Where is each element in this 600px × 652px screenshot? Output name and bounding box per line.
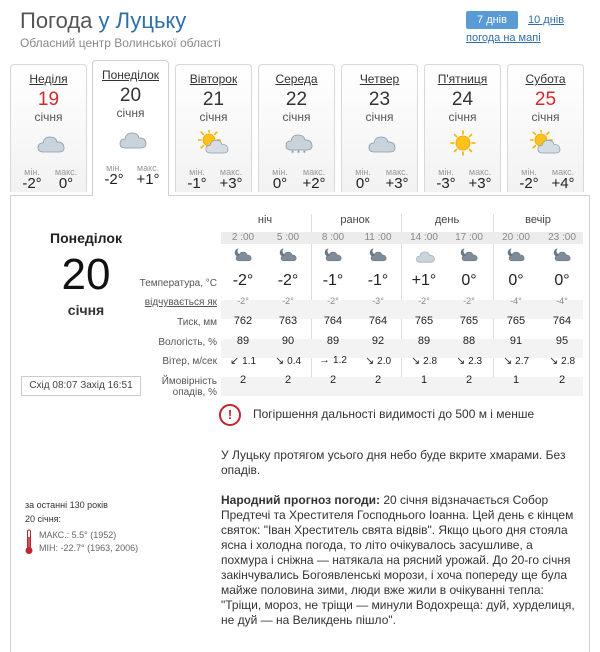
wind-direction-icon: ↘ xyxy=(548,355,559,367)
humidity-value: 88 xyxy=(462,335,476,347)
row-label-wind: Вітер, м/сек xyxy=(162,356,217,367)
alert-text: Погіршення дальності видимості до 500 м і менше xyxy=(253,407,535,421)
temp-value: +1° xyxy=(411,272,437,289)
wind-speed: 2.0 xyxy=(377,356,392,367)
page-subtitle: Обласний центр Волинської області xyxy=(20,36,221,50)
day-tabs xyxy=(10,60,590,195)
title-prefix: Погода xyxy=(20,8,93,33)
temp-value: 0° xyxy=(554,272,570,289)
day-tab[interactable] xyxy=(175,64,252,192)
sunrise-sunset: Схід 08:07 Захід 16:51 xyxy=(21,376,141,396)
day-tab-date: 20 xyxy=(119,85,142,106)
period-heading: ранок xyxy=(340,214,370,226)
wind-speed: 1.1 xyxy=(242,356,257,367)
feels-like-value: -2° xyxy=(418,296,430,306)
max-label: макс. xyxy=(302,167,326,177)
wind-value xyxy=(446,354,492,367)
day-tab-date: 22 xyxy=(285,89,308,110)
day-tab-name: Четвер xyxy=(359,72,400,86)
weather-map-link[interactable]: погода на мапі xyxy=(466,32,541,44)
time-label: 5 :00 xyxy=(276,232,300,243)
min-label: мін. xyxy=(272,167,288,177)
day-max-temp: +3° xyxy=(385,175,409,192)
day-tab-name: Понеділок xyxy=(101,68,160,82)
min-label: мін. xyxy=(521,167,537,177)
precip-value: 2 xyxy=(465,374,473,386)
max-label: макс. xyxy=(468,167,492,177)
history-title: за останні 130 років xyxy=(25,500,108,510)
row-label-humidity: Вологість, % xyxy=(158,337,217,348)
wind-direction-icon: ↙ xyxy=(229,355,240,367)
wind-value xyxy=(539,354,585,367)
time-label: 11 :00 xyxy=(364,232,392,243)
sun-cloud-icon xyxy=(530,130,562,156)
wind-value xyxy=(493,354,539,367)
day-max-temp: +3° xyxy=(468,175,492,192)
pressure-value: 763 xyxy=(278,315,298,327)
wind-speed: 2.8 xyxy=(561,356,576,367)
moon-cloud-icon xyxy=(232,247,254,263)
day-tab-month: січня xyxy=(531,110,560,124)
folk-forecast-text: 20 січня відзначається Собор Предтечі та Хрестителя Господнього Іоанна. Цей день є кінцем святок: "Іван Хреститель свята відвів". Якщо цього дня стояла ясна і холодна погода, то літо очікувалось засушливе, а похмура і сніжна — натякала на рясний урожай. До 20-го січня закінчувались Богоявленські морози, і хоча попереду ще була майже половина зими, люди вже жили в очікуванні тепла: "Тріщи, мороз, не тріщи — минули Водохреща: дуй, хурделиця, не дуй — на Великдень пішло". xyxy=(221,493,575,627)
wind-speed: 1.2 xyxy=(333,355,347,366)
day-min-temp: -2° xyxy=(519,175,539,192)
time-label: 2 :00 xyxy=(231,232,255,243)
wind-speed: 2.7 xyxy=(515,356,530,367)
folk-forecast-title: Народний прогноз погоди: xyxy=(221,493,380,507)
moon-cloud-icon xyxy=(458,247,480,263)
row-label-temp: Температура, °C xyxy=(139,278,217,289)
min-label: мін. xyxy=(189,167,205,177)
history-max: МАКС.: 5.5° (1952) xyxy=(39,530,117,540)
min-label: мін. xyxy=(106,163,122,173)
day-max-temp: +4° xyxy=(551,175,575,192)
temp-value: -1° xyxy=(367,272,389,289)
selected-day-name: Понеділок xyxy=(50,230,122,246)
wind-value xyxy=(265,354,311,367)
wind-speed: 2.8 xyxy=(423,356,438,367)
min-label: мін. xyxy=(438,167,454,177)
warning-icon: ! xyxy=(219,404,241,426)
day-min-temp: 0° xyxy=(355,175,371,192)
day-max-temp: +3° xyxy=(219,175,243,192)
day-tab-name: Середа xyxy=(275,72,318,86)
pressure-value: 765 xyxy=(414,315,434,327)
time-label: 17 :00 xyxy=(455,232,483,243)
sun-icon xyxy=(447,130,479,156)
day-tab[interactable] xyxy=(258,64,335,192)
moon-cloud-icon xyxy=(277,247,299,263)
cloud-icon xyxy=(413,247,435,263)
humidity-value: 92 xyxy=(371,335,385,347)
cloud-icon xyxy=(364,130,396,156)
day-tab[interactable] xyxy=(92,60,169,196)
wind-speed: 2.3 xyxy=(468,356,483,367)
precip-value: 1 xyxy=(512,374,520,386)
day-tab[interactable] xyxy=(341,64,418,192)
precip-value: 2 xyxy=(374,374,382,386)
feels-like-value: -4° xyxy=(556,296,568,306)
day-max-temp: 0° xyxy=(58,175,74,192)
svg-text:* * *: * * * xyxy=(290,149,306,156)
precip-value: 2 xyxy=(239,374,247,386)
cloud-icon xyxy=(115,126,147,152)
pressure-value: 765 xyxy=(506,315,526,327)
history-min: МІН: -22.7° (1963, 2006) xyxy=(39,543,139,553)
humidity-value: 90 xyxy=(281,335,295,347)
day-max-temp: +2° xyxy=(302,175,326,192)
page-title xyxy=(20,8,221,34)
day-tab-month: січня xyxy=(282,110,311,124)
period-heading: вечір xyxy=(525,214,551,226)
wind-direction-icon: ↘ xyxy=(410,355,421,367)
row-label-pressure: Тиск, мм xyxy=(177,317,217,328)
pressure-value: 765 xyxy=(459,315,479,327)
day-tab-date: 24 xyxy=(451,89,474,110)
temp-value: -2° xyxy=(277,272,299,289)
wind-speed: 0.4 xyxy=(287,356,302,367)
day-tab[interactable] xyxy=(10,64,87,192)
selected-day-month: січня xyxy=(67,302,105,318)
humidity-value: 89 xyxy=(417,335,431,347)
tab-10-days[interactable]: 10 днів xyxy=(528,14,565,26)
period-heading: день xyxy=(434,214,460,226)
day-min-temp: -2° xyxy=(22,175,42,192)
temp-value: 0° xyxy=(461,272,477,289)
day-tab-month: січня xyxy=(34,110,63,124)
day-min-temp: -3° xyxy=(436,175,456,192)
moon-cloud-icon xyxy=(505,247,527,263)
min-label: мін. xyxy=(24,167,40,177)
sun-cloud-icon xyxy=(198,130,230,156)
temp-value: -2° xyxy=(232,272,254,289)
temp-value: 0° xyxy=(508,272,524,289)
day-tab-month: січня xyxy=(448,110,477,124)
humidity-value: 95 xyxy=(555,335,569,347)
pressure-value: 762 xyxy=(233,315,253,327)
time-label: 23 :00 xyxy=(548,232,576,243)
time-label: 8 :00 xyxy=(321,232,345,243)
historical-records xyxy=(25,499,165,553)
feels-like-value: -4° xyxy=(510,296,522,306)
row-label-feels: відчувається як xyxy=(144,297,217,308)
wind-direction-icon: ↘ xyxy=(364,355,375,367)
period-heading: ніч xyxy=(257,214,273,226)
max-label: макс. xyxy=(385,167,409,177)
day-tab[interactable] xyxy=(507,64,584,192)
history-date: 20 січня: xyxy=(25,514,62,524)
moon-cloud-icon xyxy=(322,247,344,263)
row-label-precip: Ймовірність опадів, % xyxy=(161,376,217,398)
humidity-value: 89 xyxy=(326,335,340,347)
day-min-temp: 0° xyxy=(272,175,288,192)
wind-value xyxy=(220,354,266,367)
humidity-value: 89 xyxy=(236,335,250,347)
max-label: макс. xyxy=(219,167,243,177)
max-label: макс. xyxy=(54,167,78,177)
day-tab-date: 19 xyxy=(37,89,60,110)
moon-cloud-icon xyxy=(367,247,389,263)
day-tab-date: 25 xyxy=(534,89,557,110)
precip-value: 2 xyxy=(558,374,566,386)
day-tab-name: Неділя xyxy=(29,72,68,86)
feels-like-value: -2° xyxy=(463,296,475,306)
page-header xyxy=(20,8,221,50)
day-tab-month: січня xyxy=(199,110,228,124)
wind-direction-icon: ↘ xyxy=(502,355,513,367)
precip-value: 2 xyxy=(329,374,337,386)
min-label: мін. xyxy=(355,167,371,177)
moon-cloud-icon xyxy=(551,247,573,263)
folk-forecast xyxy=(221,493,581,628)
cloud-snow-icon xyxy=(281,130,313,156)
pressure-value: 764 xyxy=(323,315,343,327)
wind-direction-icon: ↘ xyxy=(274,355,285,367)
thermometer-icon xyxy=(25,529,33,555)
day-tab-month: січня xyxy=(116,106,145,120)
wind-value xyxy=(310,354,356,366)
humidity-value: 91 xyxy=(509,335,523,347)
wind-direction-icon: ↘ xyxy=(455,355,466,367)
day-description: У Луцьку протягом усього дня небо буде вкрите хмарами. Без опадів. xyxy=(221,448,566,477)
precip-value: 1 xyxy=(420,374,428,386)
wind-value xyxy=(401,354,447,367)
day-max-temp: +1° xyxy=(136,171,160,188)
wind-value xyxy=(355,354,401,367)
tab-7-days[interactable]: 7 днів xyxy=(466,11,518,29)
max-label: макс. xyxy=(136,163,160,173)
day-tab[interactable] xyxy=(424,64,501,192)
feels-like-value: -3° xyxy=(372,296,384,306)
day-tab-name: Субота xyxy=(525,72,566,86)
feels-like-value: -2° xyxy=(237,296,249,306)
time-label: 14 :00 xyxy=(410,232,438,243)
day-min-temp: -2° xyxy=(104,171,124,188)
title-city: у Луцьку xyxy=(98,8,187,33)
pressure-value: 764 xyxy=(552,315,572,327)
day-tab-date: 23 xyxy=(368,89,391,110)
feels-like-value: -2° xyxy=(282,296,294,306)
day-tab-name: Вівторок xyxy=(189,72,238,86)
pressure-value: 764 xyxy=(368,315,388,327)
feels-like-value: -2° xyxy=(327,296,339,306)
day-tab-date: 21 xyxy=(202,89,225,110)
day-detail-panel xyxy=(10,195,590,652)
max-label: макс. xyxy=(551,167,575,177)
temp-value: -1° xyxy=(322,272,344,289)
selected-day-date: 20 xyxy=(61,250,111,299)
wind-direction-icon: → xyxy=(319,354,331,366)
day-tab-name: П'ятниця xyxy=(437,72,488,86)
time-label: 20 :00 xyxy=(502,232,530,243)
precip-value: 2 xyxy=(284,374,292,386)
day-min-temp: -1° xyxy=(187,175,207,192)
day-tab-month: січня xyxy=(365,110,394,124)
cloud-icon xyxy=(33,130,65,156)
